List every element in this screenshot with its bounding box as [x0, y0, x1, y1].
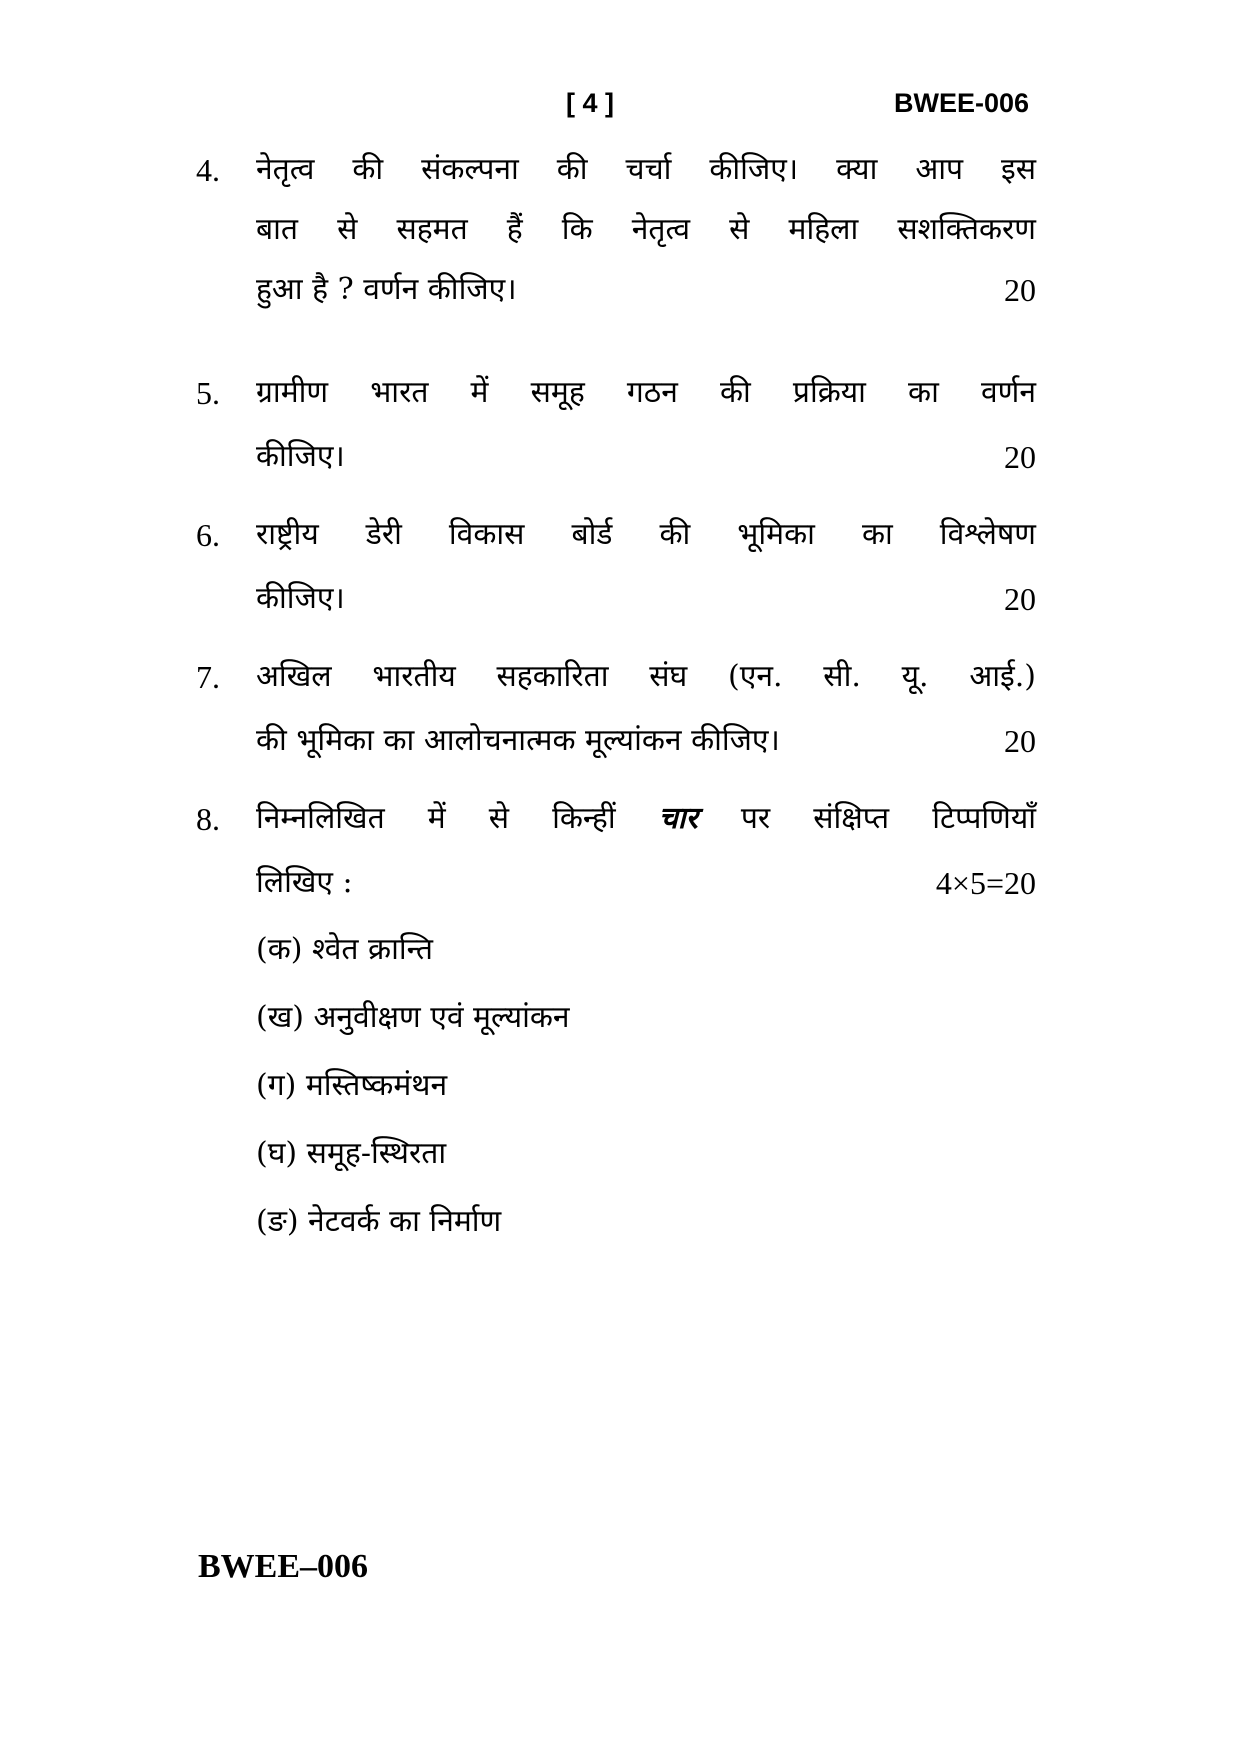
question-number: 6.: [196, 517, 220, 553]
question-number: 7.: [196, 659, 220, 695]
sub-item-ga: (ग) मस्तिष्कमंथन: [256, 1068, 448, 1103]
question-text: की भूमिका का आलोचनात्मक मूल्यांकन कीजिए।: [256, 723, 780, 758]
question-text: राष्ट्रीय डेरी विकास बोर्ड की भूमिका का विश्लेषण: [256, 517, 1036, 552]
question-line: [196, 647, 1036, 707]
question-5: [196, 363, 1036, 487]
question-text: नेतृत्व की संकल्पना की चर्चा कीजिए। क्या आप इस: [256, 152, 1036, 187]
question-line: [196, 140, 1036, 200]
question-text: हुआ है ? वर्णन कीजिए।: [256, 272, 517, 307]
question-4: [196, 140, 1036, 320]
question-marks: 20: [1004, 272, 1036, 308]
question-line: [196, 711, 1036, 771]
question-number: 4.: [196, 152, 220, 188]
question-number: 8.: [196, 801, 220, 837]
question-line: [196, 569, 1036, 629]
question-marks: 4×5=20: [935, 865, 1036, 901]
question-line: [196, 853, 1036, 913]
question-text: अखिल भारतीय सहकारिता संघ (एन. सी. यू. आई.): [256, 659, 1036, 694]
question-text: कीजिए।: [256, 439, 345, 474]
question-line: [196, 260, 1036, 320]
question-marks: 20: [1004, 581, 1036, 617]
question-line: [196, 789, 1036, 849]
question-text: कीजिए।: [256, 581, 345, 616]
question-text: लिखिए :: [256, 865, 353, 900]
question-text-part: पर संक्षिप्त टिप्पणियाँ: [740, 801, 1036, 836]
question-text: ग्रामीण भारत में समूह गठन की प्रक्रिया का वर्णन: [256, 375, 1036, 410]
question-line: [196, 427, 1036, 487]
sub-item-nga: (ङ) नेटवर्क का निर्माण: [256, 1204, 502, 1239]
footer-course-code: BWEE–006: [198, 1548, 369, 1585]
question-8: [196, 789, 1036, 913]
question-6: [196, 505, 1036, 629]
emphasized-word: चार: [658, 801, 698, 836]
question-number: 5.: [196, 375, 220, 411]
question-text: [256, 789, 1036, 849]
question-text: बात से सहमत हैं कि नेतृत्व से महिला सशक्तिकरण: [256, 212, 1036, 247]
sub-item-kha: (ख) अनुवीक्षण एवं मूल्यांकन: [256, 1000, 570, 1035]
header-course-code: BWEE-006: [894, 88, 1030, 118]
page-number: [ 4 ]: [566, 88, 615, 118]
question-marks: 20: [1004, 723, 1036, 759]
sub-item-ka: (क) श्वेत क्रान्ति: [256, 932, 433, 967]
question-marks: 20: [1004, 439, 1036, 475]
question-line: [196, 363, 1036, 423]
question-7: [196, 647, 1036, 771]
question-text-part: निम्नलिखित में से किन्हीं: [256, 801, 616, 836]
sub-item-gha: (घ) समूह-स्थिरता: [256, 1136, 447, 1171]
question-line: [196, 200, 1036, 260]
question-line: [196, 505, 1036, 565]
